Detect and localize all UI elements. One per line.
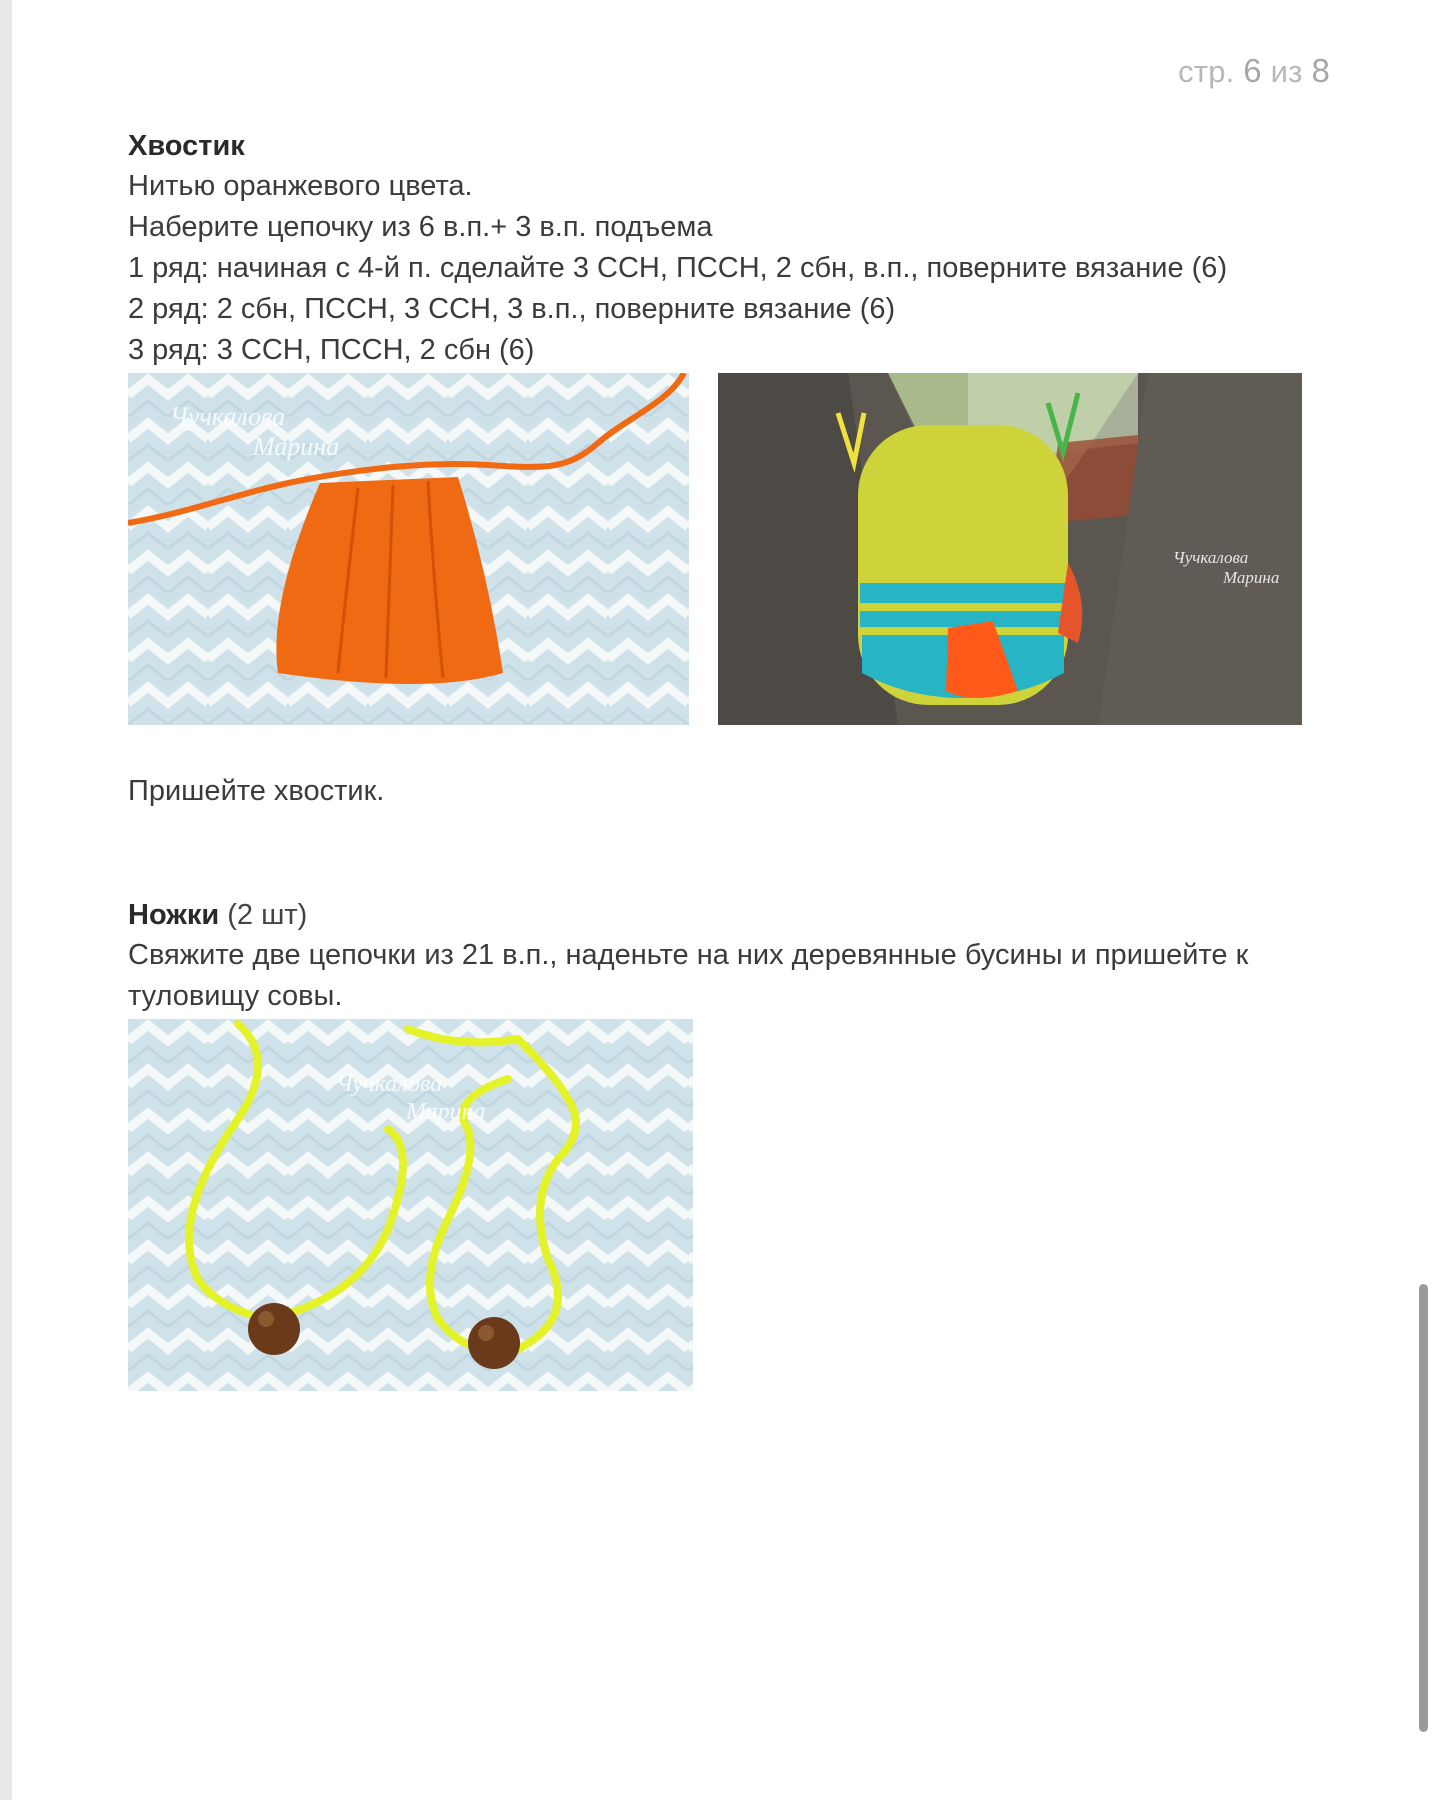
legs-photo-image [128,1019,693,1391]
page-counter-prefix: стр. [1178,54,1235,89]
page-counter-total: 8 [1311,52,1330,89]
tail-line-5: 3 ряд: 3 ССН, ПССН, 2 сбн (6) [128,334,535,366]
left-edge [0,0,12,1800]
legs-title: Ножки [128,899,220,931]
document-content [128,126,1308,1391]
legs-section [128,895,1308,1391]
vertical-scrollbar[interactable] [1419,1284,1428,1732]
tail-photo-owl-watermark-1: Чучкалова [1173,548,1249,567]
page-counter-separator: из [1270,54,1303,89]
tail-section [128,126,1308,811]
legs-photo-watermark-1: Чучкалова [336,1071,443,1097]
tail-photo-orange-watermark-2: Марина [253,432,340,461]
tail-line-2: Наберите цепочку из 6 в.п.+ 3 в.п. подъема [128,211,713,243]
tail-photo-orange [128,373,689,725]
legs-title-suffix: (2 шт) [227,899,308,931]
tail-photo-owl-watermark-2: Марина [1223,568,1280,587]
tail-heading: Хвостик [128,130,245,162]
tail-line-3: 1 ряд: начиная с 4-й п. сделайте 3 ССН, ПССН, 2 сбн, в.п., поверните вязание (6) [128,252,1228,284]
tail-after-text: Пришейте хвостик. [128,775,385,807]
tail-line-1: Нитью оранжевого цвета. [128,170,473,202]
tail-photo-owl [718,373,1302,725]
tail-photo-orange-watermark-1: Чучкалова [170,402,286,431]
tail-line-4: 2 ряд: 2 сбн, ПССН, 3 ССН, 3 в.п., поверните вязание (6) [128,293,896,325]
tail-photo-owl-image [718,373,1302,725]
page-counter [1178,52,1330,90]
page-counter-current: 6 [1243,52,1262,89]
legs-heading [128,895,1308,935]
legs-text: Свяжите две цепочки из 21 в.п., наденьте на них деревянные бусины и пришейте к туловищу совы. [128,939,1249,1012]
legs-photo-watermark-2: Марина [406,1099,486,1125]
tail-photo-row [128,373,1308,725]
tail-photo-orange-image [128,373,689,725]
legs-photo [128,1019,693,1391]
